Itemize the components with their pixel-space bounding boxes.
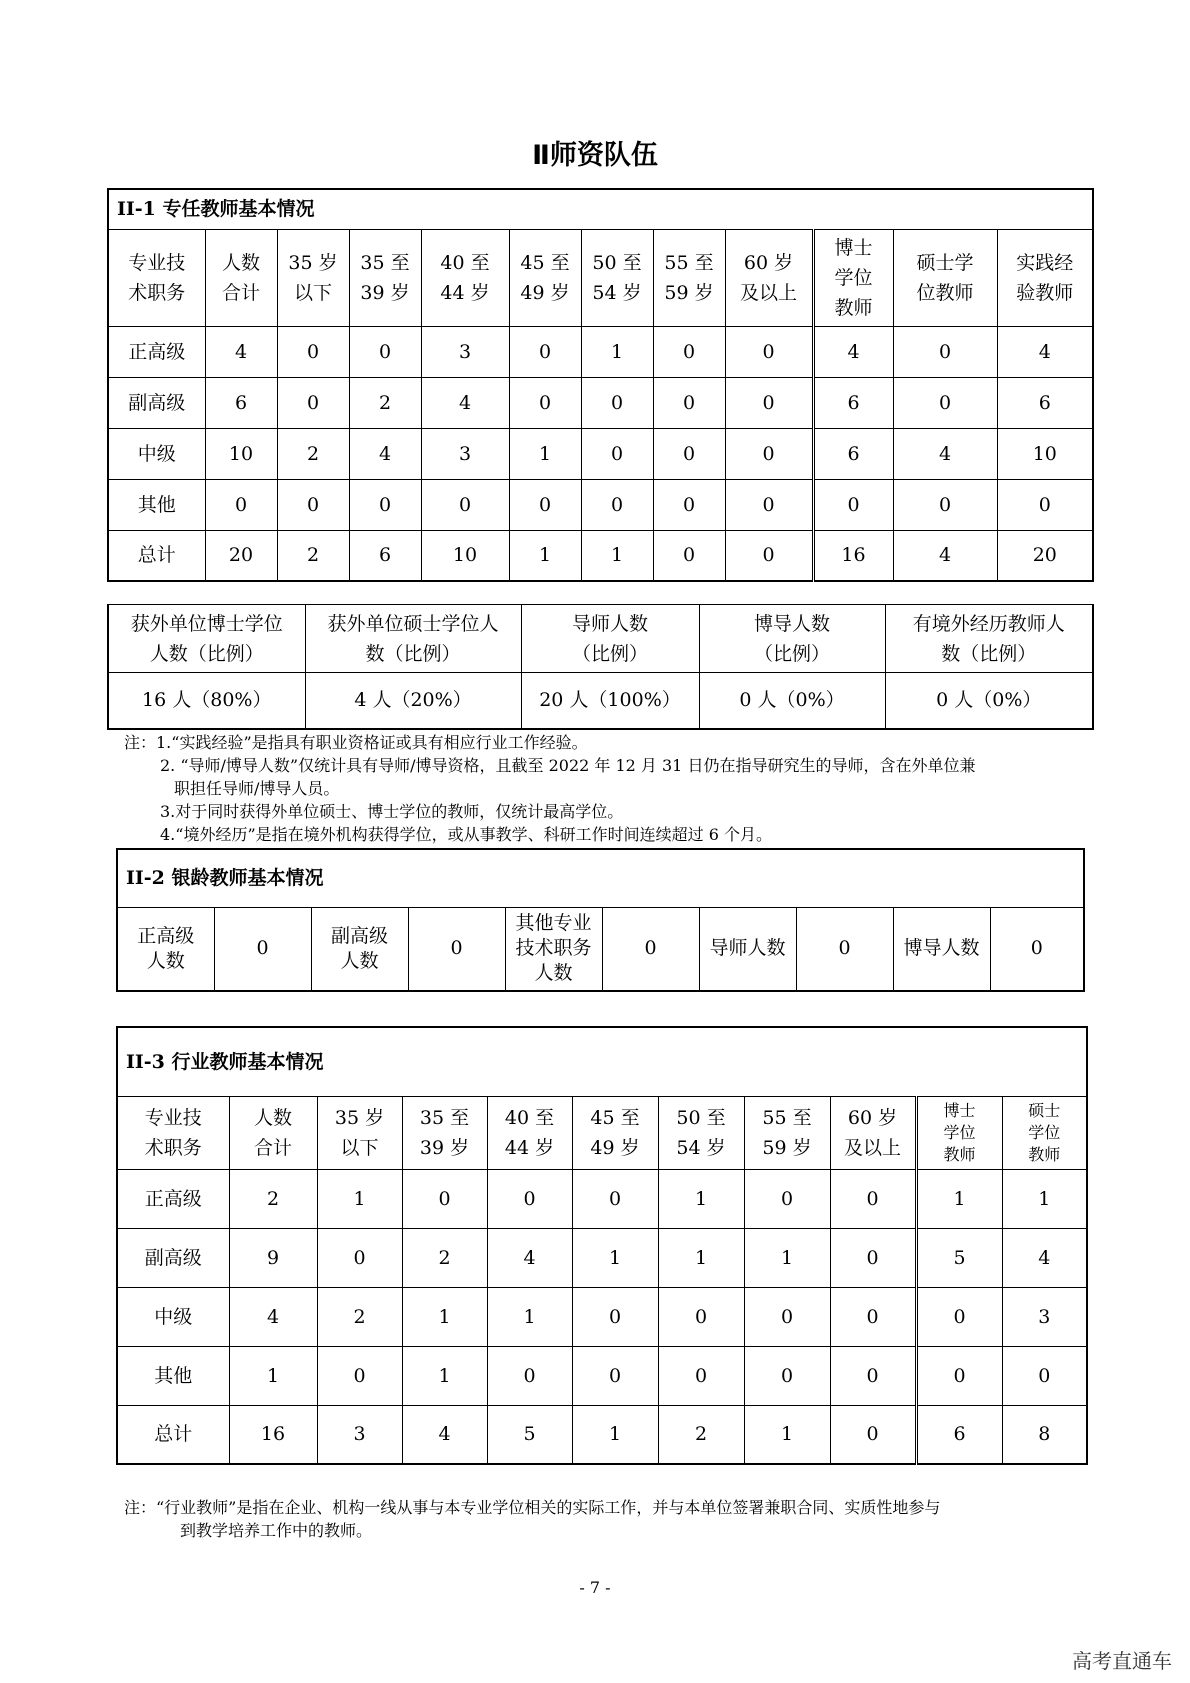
data-cell: 0 [744, 1287, 830, 1346]
header-cell: 45 至 49 岁 [509, 229, 581, 326]
note-2: 2. “导师/博导人数”仅统计具有导师/博导资格，且截至 2022 年 12 月 31 日仍在指导研究生的导师，含在外单位兼 [160, 756, 976, 775]
note-1: 注：1.“实践经验”是指具有职业资格证或具有相应行业工作经验。 [124, 733, 588, 752]
data-cell: 0 [487, 1169, 572, 1228]
data-cell: 0 [581, 428, 653, 479]
header-cell: 人数 合计 [229, 1096, 317, 1169]
header-cell: 专业技 术职务 [117, 1096, 229, 1169]
data-cell: 1 [487, 1287, 572, 1346]
data-cell: 0 [317, 1346, 402, 1405]
summary-value: 0 人（0%） [885, 673, 1093, 729]
data-cell: 1 [572, 1228, 658, 1287]
data-cell: 4 [229, 1287, 317, 1346]
data-cell: 1 [509, 428, 581, 479]
table-row [108, 428, 1093, 479]
data-cell: 2 [349, 377, 421, 428]
summary-header: 获外单位博士学位 人数（比例） [108, 605, 305, 673]
data-cell: 1 [317, 1169, 402, 1228]
notes-ii-3 [124, 1496, 940, 1542]
data-cell: 5 [487, 1405, 572, 1464]
data-cell: 0 [653, 479, 725, 530]
header-cell: 35 岁 以下 [317, 1096, 402, 1169]
row-label: 其他 [117, 1346, 229, 1405]
label-cell: 其他专业 技术职务 人数 [505, 907, 602, 991]
note-4: 4.“境外经历”是指在境外机构获得学位，或从事教学、科研工作时间连续超过 6 个月。 [160, 825, 772, 844]
data-cell: 4 [349, 428, 421, 479]
data-cell: 0 [572, 1287, 658, 1346]
header-cell: 55 至 59 岁 [744, 1096, 830, 1169]
header-cell: 博士 学位 教师 [916, 1096, 1002, 1169]
header-cell: 45 至 49 岁 [572, 1096, 658, 1169]
header-cell: 35 至 39 岁 [349, 229, 421, 326]
row-label: 正高级 [108, 326, 205, 377]
data-cell: 6 [916, 1405, 1002, 1464]
data-cell: 1 [402, 1287, 487, 1346]
data-cell: 4 [205, 326, 277, 377]
data-cell: 0 [581, 377, 653, 428]
data-cell: 0 [916, 1287, 1002, 1346]
data-cell: 0 [725, 326, 813, 377]
summary-header: 导师人数 （比例） [521, 605, 699, 673]
data-cell: 1 [658, 1169, 744, 1228]
data-cell: 0 [658, 1287, 744, 1346]
data-cell: 0 [653, 377, 725, 428]
row-label: 中级 [108, 428, 205, 479]
data-cell: 0 [830, 1405, 916, 1464]
page-number: - 7 - [579, 1578, 611, 1597]
header-cell: 博士 学位 教师 [813, 229, 893, 326]
data-cell: 0 [725, 377, 813, 428]
header-cell: 专业技 术职务 [108, 229, 205, 326]
data-cell: 0 [509, 479, 581, 530]
row-label: 总计 [108, 530, 205, 581]
data-cell: 20 [997, 530, 1093, 581]
label-cell: 正高级 人数 [117, 907, 214, 991]
data-cell: 0 [317, 1228, 402, 1287]
header-cell: 35 岁 以下 [277, 229, 349, 326]
table-industry-teachers [116, 1026, 1088, 1465]
data-cell: 0 [349, 479, 421, 530]
header-cell: 35 至 39 岁 [402, 1096, 487, 1169]
header-cell: 60 岁 及以上 [725, 229, 813, 326]
data-cell: 0 [572, 1346, 658, 1405]
data-cell: 1 [402, 1346, 487, 1405]
data-cell: 1 [658, 1228, 744, 1287]
data-cell: 0 [725, 428, 813, 479]
data-cell: 0 [509, 326, 581, 377]
row-label: 中级 [117, 1287, 229, 1346]
notes-ii-1 [124, 731, 975, 846]
summary-header: 获外单位硕士学位人 数（比例） [305, 605, 521, 673]
data-cell: 3 [421, 326, 509, 377]
value-cell: 0 [602, 907, 699, 991]
data-cell: 6 [205, 377, 277, 428]
data-cell: 3 [317, 1405, 402, 1464]
data-cell: 2 [229, 1169, 317, 1228]
data-cell: 0 [487, 1346, 572, 1405]
data-cell: 10 [997, 428, 1093, 479]
note-industry-cont: 到教学培养工作中的教师。 [180, 1521, 373, 1540]
data-cell: 1 [916, 1169, 1002, 1228]
data-cell: 4 [997, 326, 1093, 377]
data-cell: 2 [658, 1405, 744, 1464]
header-cell: 60 岁 及以上 [830, 1096, 916, 1169]
data-cell: 0 [830, 1228, 916, 1287]
data-cell: 0 [893, 479, 997, 530]
header-cell: 50 至 54 岁 [581, 229, 653, 326]
value-cell: 0 [990, 907, 1084, 991]
table-row [117, 1169, 1087, 1228]
data-cell: 1 [229, 1346, 317, 1405]
row-label: 总计 [117, 1405, 229, 1464]
data-cell: 0 [349, 326, 421, 377]
data-cell: 3 [1002, 1287, 1087, 1346]
data-cell: 0 [1002, 1346, 1087, 1405]
data-cell: 0 [277, 377, 349, 428]
data-cell: 0 [725, 479, 813, 530]
data-cell: 0 [744, 1346, 830, 1405]
summary-header: 有境外经历教师人 数（比例） [885, 605, 1093, 673]
data-cell: 6 [349, 530, 421, 581]
data-cell: 0 [830, 1287, 916, 1346]
data-cell: 0 [205, 479, 277, 530]
data-cell: 0 [830, 1169, 916, 1228]
data-cell: 1 [572, 1405, 658, 1464]
data-cell: 2 [277, 530, 349, 581]
table-senior-teachers [116, 848, 1085, 992]
data-cell: 0 [653, 530, 725, 581]
summary-value: 0 人（0%） [699, 673, 885, 729]
page-title: Ⅱ师资队伍 [532, 140, 658, 171]
data-cell: 0 [509, 377, 581, 428]
data-cell: 2 [402, 1228, 487, 1287]
data-cell: 0 [653, 326, 725, 377]
data-cell: 0 [725, 530, 813, 581]
section-title-ii-2: II-2 银龄教师基本情况 [117, 849, 1084, 907]
table-row [108, 377, 1093, 428]
value-cell: 0 [796, 907, 893, 991]
data-cell: 0 [893, 326, 997, 377]
note-3: 3.对于同时获得外单位硕士、博士学位的教师，仅统计最高学位。 [160, 802, 624, 821]
data-cell: 0 [830, 1346, 916, 1405]
section-title-ii-3: II-3 行业教师基本情况 [117, 1027, 1087, 1096]
data-cell: 10 [205, 428, 277, 479]
data-cell: 6 [813, 377, 893, 428]
header-cell: 实践经 验教师 [997, 229, 1093, 326]
label-cell: 导师人数 [699, 907, 796, 991]
row-label: 副高级 [117, 1228, 229, 1287]
data-cell: 6 [813, 428, 893, 479]
data-cell: 0 [997, 479, 1093, 530]
row-label: 其他 [108, 479, 205, 530]
summary-value: 16 人（80%） [108, 673, 305, 729]
data-cell: 1 [581, 530, 653, 581]
header-cell: 40 至 44 岁 [421, 229, 509, 326]
data-cell: 1 [1002, 1169, 1087, 1228]
value-cell: 0 [408, 907, 505, 991]
data-cell: 1 [744, 1405, 830, 1464]
data-cell: 0 [813, 479, 893, 530]
summary-value: 20 人（100%） [521, 673, 699, 729]
data-cell: 16 [813, 530, 893, 581]
label-cell: 副高级 人数 [311, 907, 408, 991]
table-row [108, 326, 1093, 377]
data-cell: 1 [509, 530, 581, 581]
data-cell: 20 [205, 530, 277, 581]
data-cell: 4 [893, 530, 997, 581]
section-title-ii-1: II-1 专任教师基本情况 [108, 189, 1093, 229]
note-industry: 注：“行业教师”是指在企业、机构一线从事与本专业学位相关的实际工作，并与本单位签署兼职合同、实质性地参与 [124, 1498, 941, 1517]
header-cell: 50 至 54 岁 [658, 1096, 744, 1169]
data-cell: 4 [487, 1228, 572, 1287]
data-cell: 4 [1002, 1228, 1087, 1287]
row-label: 副高级 [108, 377, 205, 428]
data-cell: 0 [893, 377, 997, 428]
data-cell: 4 [813, 326, 893, 377]
data-cell: 1 [581, 326, 653, 377]
data-cell: 0 [581, 479, 653, 530]
data-cell: 16 [229, 1405, 317, 1464]
table-row [117, 1346, 1087, 1405]
data-cell: 0 [658, 1346, 744, 1405]
table-row [117, 1287, 1087, 1346]
data-cell: 2 [317, 1287, 402, 1346]
table-full-time-summary [107, 604, 1094, 730]
data-cell: 0 [277, 326, 349, 377]
header-cell: 人数 合计 [205, 229, 277, 326]
table-row [108, 530, 1093, 581]
data-cell: 0 [402, 1169, 487, 1228]
summary-header: 博导人数 （比例） [699, 605, 885, 673]
data-cell: 0 [744, 1169, 830, 1228]
data-cell: 0 [916, 1346, 1002, 1405]
data-cell: 0 [653, 428, 725, 479]
data-cell: 4 [421, 377, 509, 428]
header-cell: 55 至 59 岁 [653, 229, 725, 326]
watermark: 高考直通车 [1072, 1649, 1172, 1673]
data-cell: 0 [572, 1169, 658, 1228]
label-cell: 博导人数 [893, 907, 990, 991]
data-cell: 8 [1002, 1405, 1087, 1464]
data-cell: 4 [893, 428, 997, 479]
data-cell: 3 [421, 428, 509, 479]
summary-value: 4 人（20%） [305, 673, 521, 729]
data-cell: 10 [421, 530, 509, 581]
data-cell: 9 [229, 1228, 317, 1287]
table-full-time-teachers [107, 188, 1094, 582]
table-row [117, 1228, 1087, 1287]
header-cell: 硕士 学位 教师 [1002, 1096, 1087, 1169]
data-cell: 4 [402, 1405, 487, 1464]
note-2-cont: 职担任导师/博导人员。 [174, 779, 340, 798]
table-row [117, 1405, 1087, 1464]
data-cell: 1 [744, 1228, 830, 1287]
header-cell: 硕士学 位教师 [893, 229, 997, 326]
data-cell: 0 [277, 479, 349, 530]
header-cell: 40 至 44 岁 [487, 1096, 572, 1169]
data-cell: 5 [916, 1228, 1002, 1287]
row-label: 正高级 [117, 1169, 229, 1228]
table-row [108, 479, 1093, 530]
data-cell: 0 [421, 479, 509, 530]
data-cell: 2 [277, 428, 349, 479]
data-cell: 6 [997, 377, 1093, 428]
value-cell: 0 [214, 907, 311, 991]
